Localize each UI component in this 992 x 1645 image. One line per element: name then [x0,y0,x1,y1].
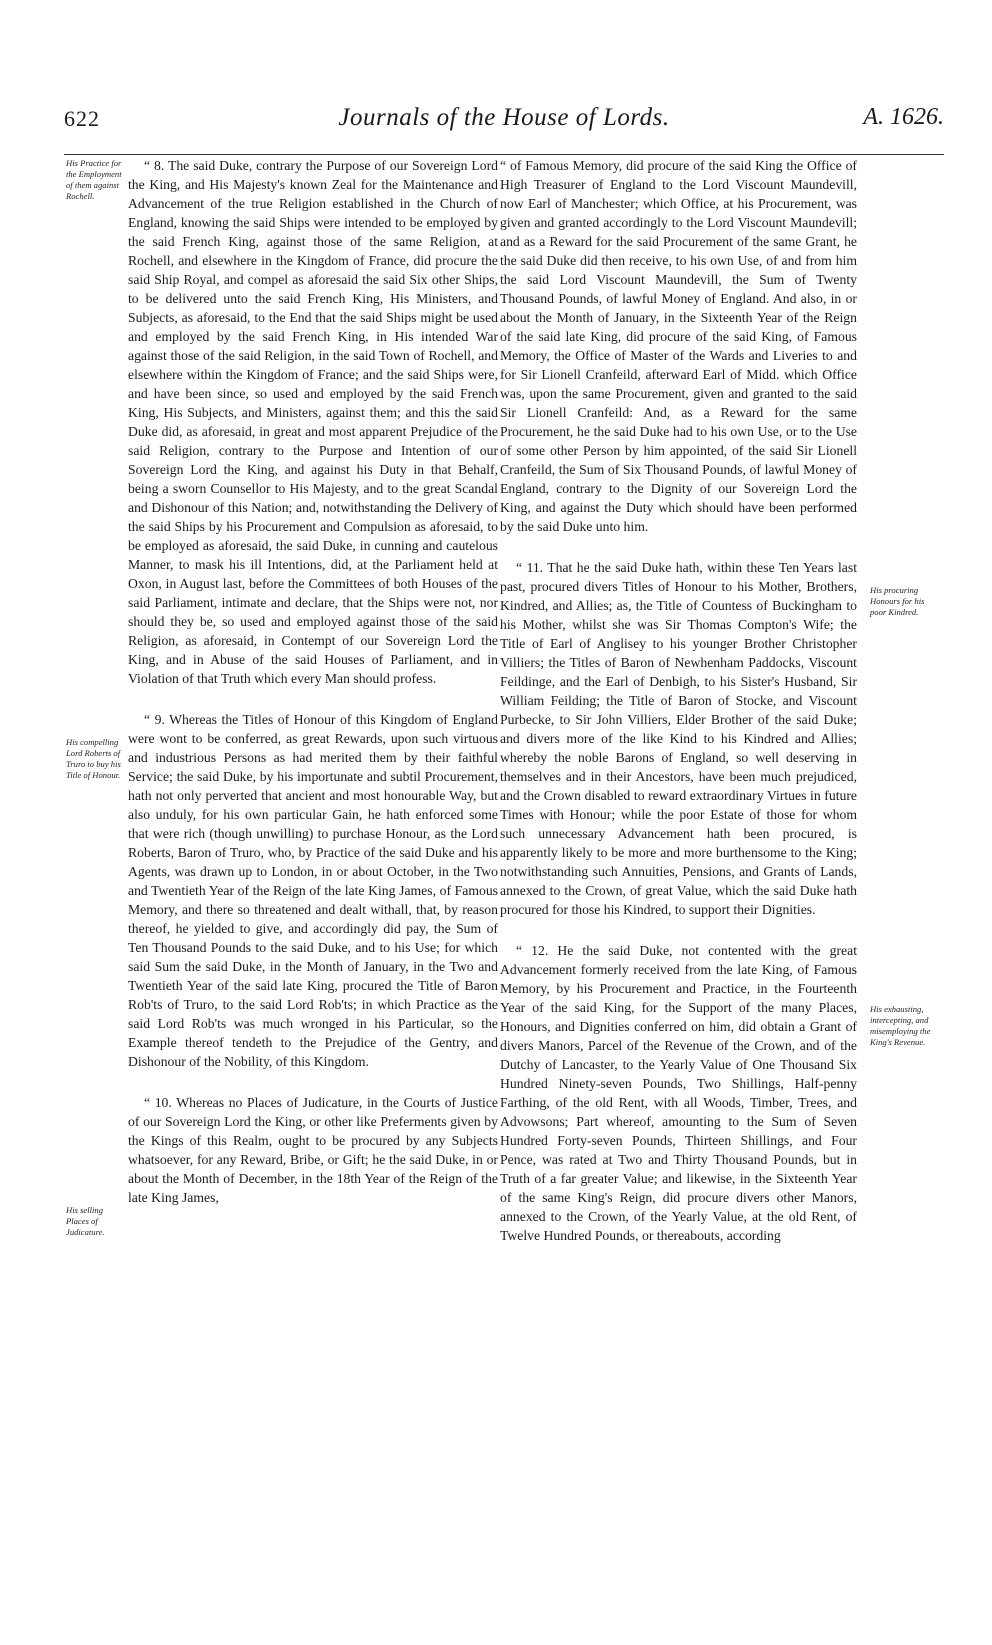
article-12: “ 12. He the said Duke, not contented with the great Advancement formerly received from the late King, of Famous Memory, by his Procurement and Practice, in the Fourteenth Year of the said King, for the Support of the many Places, Honours, and Dignities conferred on him, did obtain a Grant of divers Manors, Parcel of the Revenue of the Crown, and of the Dutchy of Lancaster, to the Yearly Value of One Thousand Six Hundred Ninety-seven Pounds, Two Shillings, Half-penny Farthing, of the old Rent, with all Woods, Timber, Trees, and Advowsons; Part whereof, amounting to the Sum of Seven Hundred Forty-seven Pounds, Thirteen Shillings, and Four Pence, was rated at Two and Thirty Thousand Pounds, but in Truth of a far greater Value; and likewise, in the Sixteenth Year of the same King's Reign, did procure divers other Manors, annexed to the Crown, of the Yearly Value, at the old Rent, of Twelve Hundred Pounds, or thereabouts, according [500,943,857,1243]
article-8: “ 8. The said Duke, contrary the Purpose of our Sovereign Lord the King, and His Majesty's known Zeal for the Maintenance and Advancement of the true Religion established in the Church of England, knowing the said Ships were intended to be employed by the said French King, against those of the same Religion, at Rochell, and elsewhere in the Kingdom of France, did procure the said Ship Royal, and compel as aforesaid the said Six other Ships, to be delivered unto the said French King, His Ministers, and Subjects, as aforesaid, to the End that the said Ships might be used and employed by the said French King, in His intended War against those of the said Religion, in the said Town of Rochell, and elsewhere within the Kingdom of France; and the said Ships were, and have been since, so used and employed by the said French King, His Subjects, and Ministers, against them; and this the said Duke did, as aforesaid, in great and most apparent Prejudice of the said Religion, contrary to the Purpose and Intention of our Sovereign Lord the King, and against his Duty in that Behalf, being a sworn Counsellor to His Majesty, and to the great Scandal and Dishonour of this Nation; and, notwithstanding the Delivery of the said Ships by his Procurement and Compulsion as aforesaid, to be employed as aforesaid, the said Duke, in cunning and cautelous Manner, to mask his ill Intentions, did, at the Parliament held at Oxon, in August last, before the Committees of both Houses of the said Parliament, intimate and declare, that the Ships were not, nor should they be, so used and employed against those of the said Religion, as aforesaid, in Contempt of our Sovereign Lord the King, and in Abuse of the said Houses of Parliament, and in Violation of that Truth which every Man should profess. [128,158,498,686]
right-column [500,156,857,1245]
left-column [128,156,498,1207]
header-rule [64,154,944,155]
article-11: “ 11. That he the said Duke hath, within these Ten Years last past, procured divers Titles of Honour to his Mother, Brothers, Kindred, and Allies; as, the Title of Countess of Buckingham to his Mother, whilst she was Sir Thomas Compton's Wife; the Title of Earl of Anglisey to his younger Brother Christopher Villiers; the Titles of Baron of Newhenham Paddocks, Viscount Feildinge, and the Earl of Denbigh, to his Sister's Husband, Sir William Feilding; the Title of Baron of Stocke, and Viscount Purbecke, to Sir John Villiers, Elder Brother of the said Duke; and divers more of the like Kind to his Kindred and Allies; whereby the noble Barons of England, so well deserving in themselves and in their Ancestors, have been much prejudiced, and the Crown disabled to reward extraordinary Virtues in future Times with Honour; while the poor Estate of those for whom such unnecessary Advancement hath been procured, is apparently likely to be more and more burthensome to the King; notwithstanding such Annuities, Pensions, and Grants of Lands, annexed to the Crown, of great Value, which the said Duke hath procured for those his Kindred, to support their Dignities. [500,560,857,917]
page-header [64,106,944,146]
article-9: “ 9. Whereas the Titles of Honour of this Kingdom of England were wont to be conferred, as great Rewards, upon such virtuous and industrious Persons as had merited them by their faithful Service; the said Duke, by his importunate and subtil Procurement, hath not only perverted that ancient and most honourable Way, but also unduly, for his own particular Gain, he hath enforced some that were rich (though unwilling) to purchase Honour, as the Lord Roberts, Baron of Truro, who, by Practice of the said Duke and his Agents, was drawn up to London, in or about October, in the Two and Twentieth Year of the Reign of the late King James, of Famous Memory, and there so threatened and dealt withall, that, by reason thereof, he yielded to give, and accordingly did pay, the Sum of Ten Thousand Pounds to the said Duke, and to his Use; for which said Sum the said Duke, in the Month of January, in the Two and Twentieth Year of the said late King, procured the Title of Baron Rob'ts of Truro, to the said Lord Rob'ts; in which Practice as the said Lord Rob'ts was much wronged in his Particular, so the Example thereof tendeth to the Prejudice of the Gentry, and Dishonour of the Nobility, of this Kingdom. [128,712,498,1069]
article-10-continued: “ of Famous Memory, did procure of the said King the Office of High Treasurer of England to the Lord Viscount Maundevill, now Earl of Manchester; which Office, at his Procurement, was given and granted accordingly to the Lord Viscount Maundevill; and as a Reward for the said Procurement of the same Grant, he the said Duke did then receive, to his own Use, of and from him the said Lord Viscount Maundevill, the Sum of Twenty Thousand Pounds, of lawful Money of England. And also, in or about the Month of January, in the Sixteenth Year of the Reign of the said late King, did procure of the said King, of Famous Memory, the Office of Master of the Wards and Liveries to and for Sir Lionell Cranfeild, afterward Earl of Midd. which Office was, upon the same Procurement, given and granted to the said Sir Lionell Cranfeild: And, as a Reward for the same Procurement, he the said Duke had to his own Use, or to the Use of some other Person by him appointed, of the said Sir Lionell Cranfeild, the Sum of Six Thousand Pounds, of lawful Money of England, contrary to the Dignity of our Sovereign Lord the King, and against the Duty which should have been performed by the said Duke unto him. [500,158,857,534]
running-title: Journals of the House of Lords. [338,104,670,131]
page-number: 622 [64,106,100,131]
margin-note-rochell: His Practice for the Employment of them against Rochell. [66,158,122,201]
margin-note-kindred: His procuring Honours for his poor Kindred. [870,585,925,617]
margin-note-truro: His compelling Lord Roberts of Truro to buy his Title of Honour. [66,737,121,780]
article-10: “ 10. Whereas no Places of Judicature, in the Courts of Justice of our Sovereign Lord the King, or other like Preferments given by the Kings of this Realm, ought to be procured by any Subjects whatsoever, for any Reward, Bribe, or Gift; he the said Duke, in or about the Month of December, in the 18th Year of the Reign of the late King James, [128,1095,498,1205]
margin-note-judicature: His selling Places of Judicature. [66,1205,105,1237]
margin-note-revenue: His exhausting, intercepting, and misemploying the King's Revenue. [870,1004,931,1047]
year-label: A. 1626. [863,104,944,130]
